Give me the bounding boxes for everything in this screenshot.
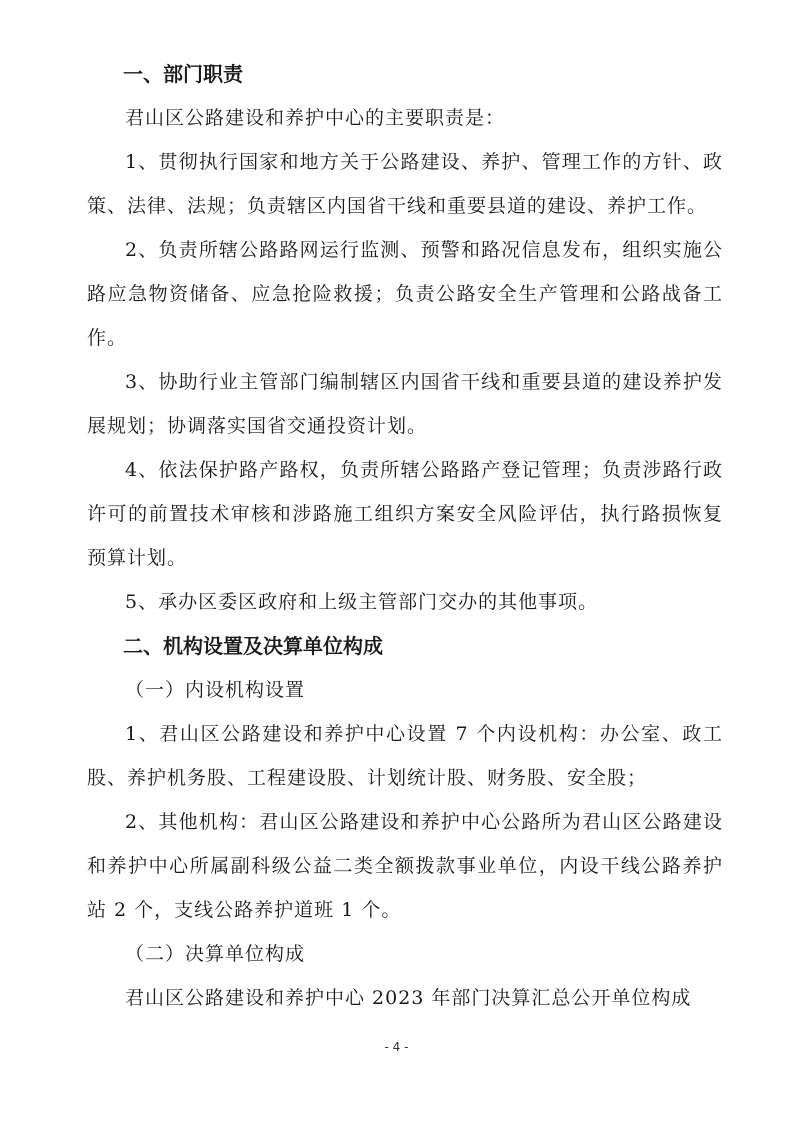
subheading-budget-units: （二）决算单位构成: [125, 943, 306, 965]
duty-item-2: 2、负责所辖公路路网运行监测、预警和路况信息发布，组织实施公路应急物资储备、应急抢险救援；负责公路安全生产管理和公路战备工作。: [87, 239, 723, 349]
duty-item-5: 5、承办区委区政府和上级主管部门交办的其他事项。: [125, 591, 599, 613]
internal-unit-item-2: 2、其他机构：君山区公路建设和养护中心公路所为君山区公路建设和养护中心所属副科级公益二类全额拨款事业单位，内设干线公路养护站 2 个，支线公路养护道班 1 个。: [87, 811, 723, 921]
subheading-internal-units: （一）内设机构设置: [125, 679, 306, 701]
section-heading-organization: 二、机构设置及决算单位构成: [123, 634, 383, 658]
duties-intro: 君山区公路建设和养护中心的主要职责是：: [125, 107, 506, 129]
duty-item-3: 3、协助行业主管部门编制辖区内国省干线和重要县道的建设养护发展规划；协调落实国省交通投资计划。: [87, 371, 723, 437]
page-number: - 4 -: [384, 1040, 409, 1054]
section-heading-duties: 一、部门职责: [123, 62, 243, 86]
budget-units-text: 君山区公路建设和养护中心 2023 年部门决算汇总公开单位构成: [125, 987, 692, 1009]
duty-item-4: 4、依法保护路产路权，负责所辖公路路产登记管理；负责涉路行政许可的前置技术审核和涉路施工组织方案安全风险评估，执行路损恢复预算计划。: [87, 459, 723, 569]
duty-item-1: 1、贯彻执行国家和地方关于公路建设、养护、管理工作的方针、政策、法律、法规；负责辖区内国省干线和重要县道的建设、养护工作。: [87, 151, 723, 217]
page-content: [87, 52, 723, 1020]
internal-unit-item-1: 1、君山区公路建设和养护中心设置 7 个内设机构：办公室、政工股、养护机务股、工程建设股、计划统计股、财务股、安全股；: [87, 723, 723, 789]
